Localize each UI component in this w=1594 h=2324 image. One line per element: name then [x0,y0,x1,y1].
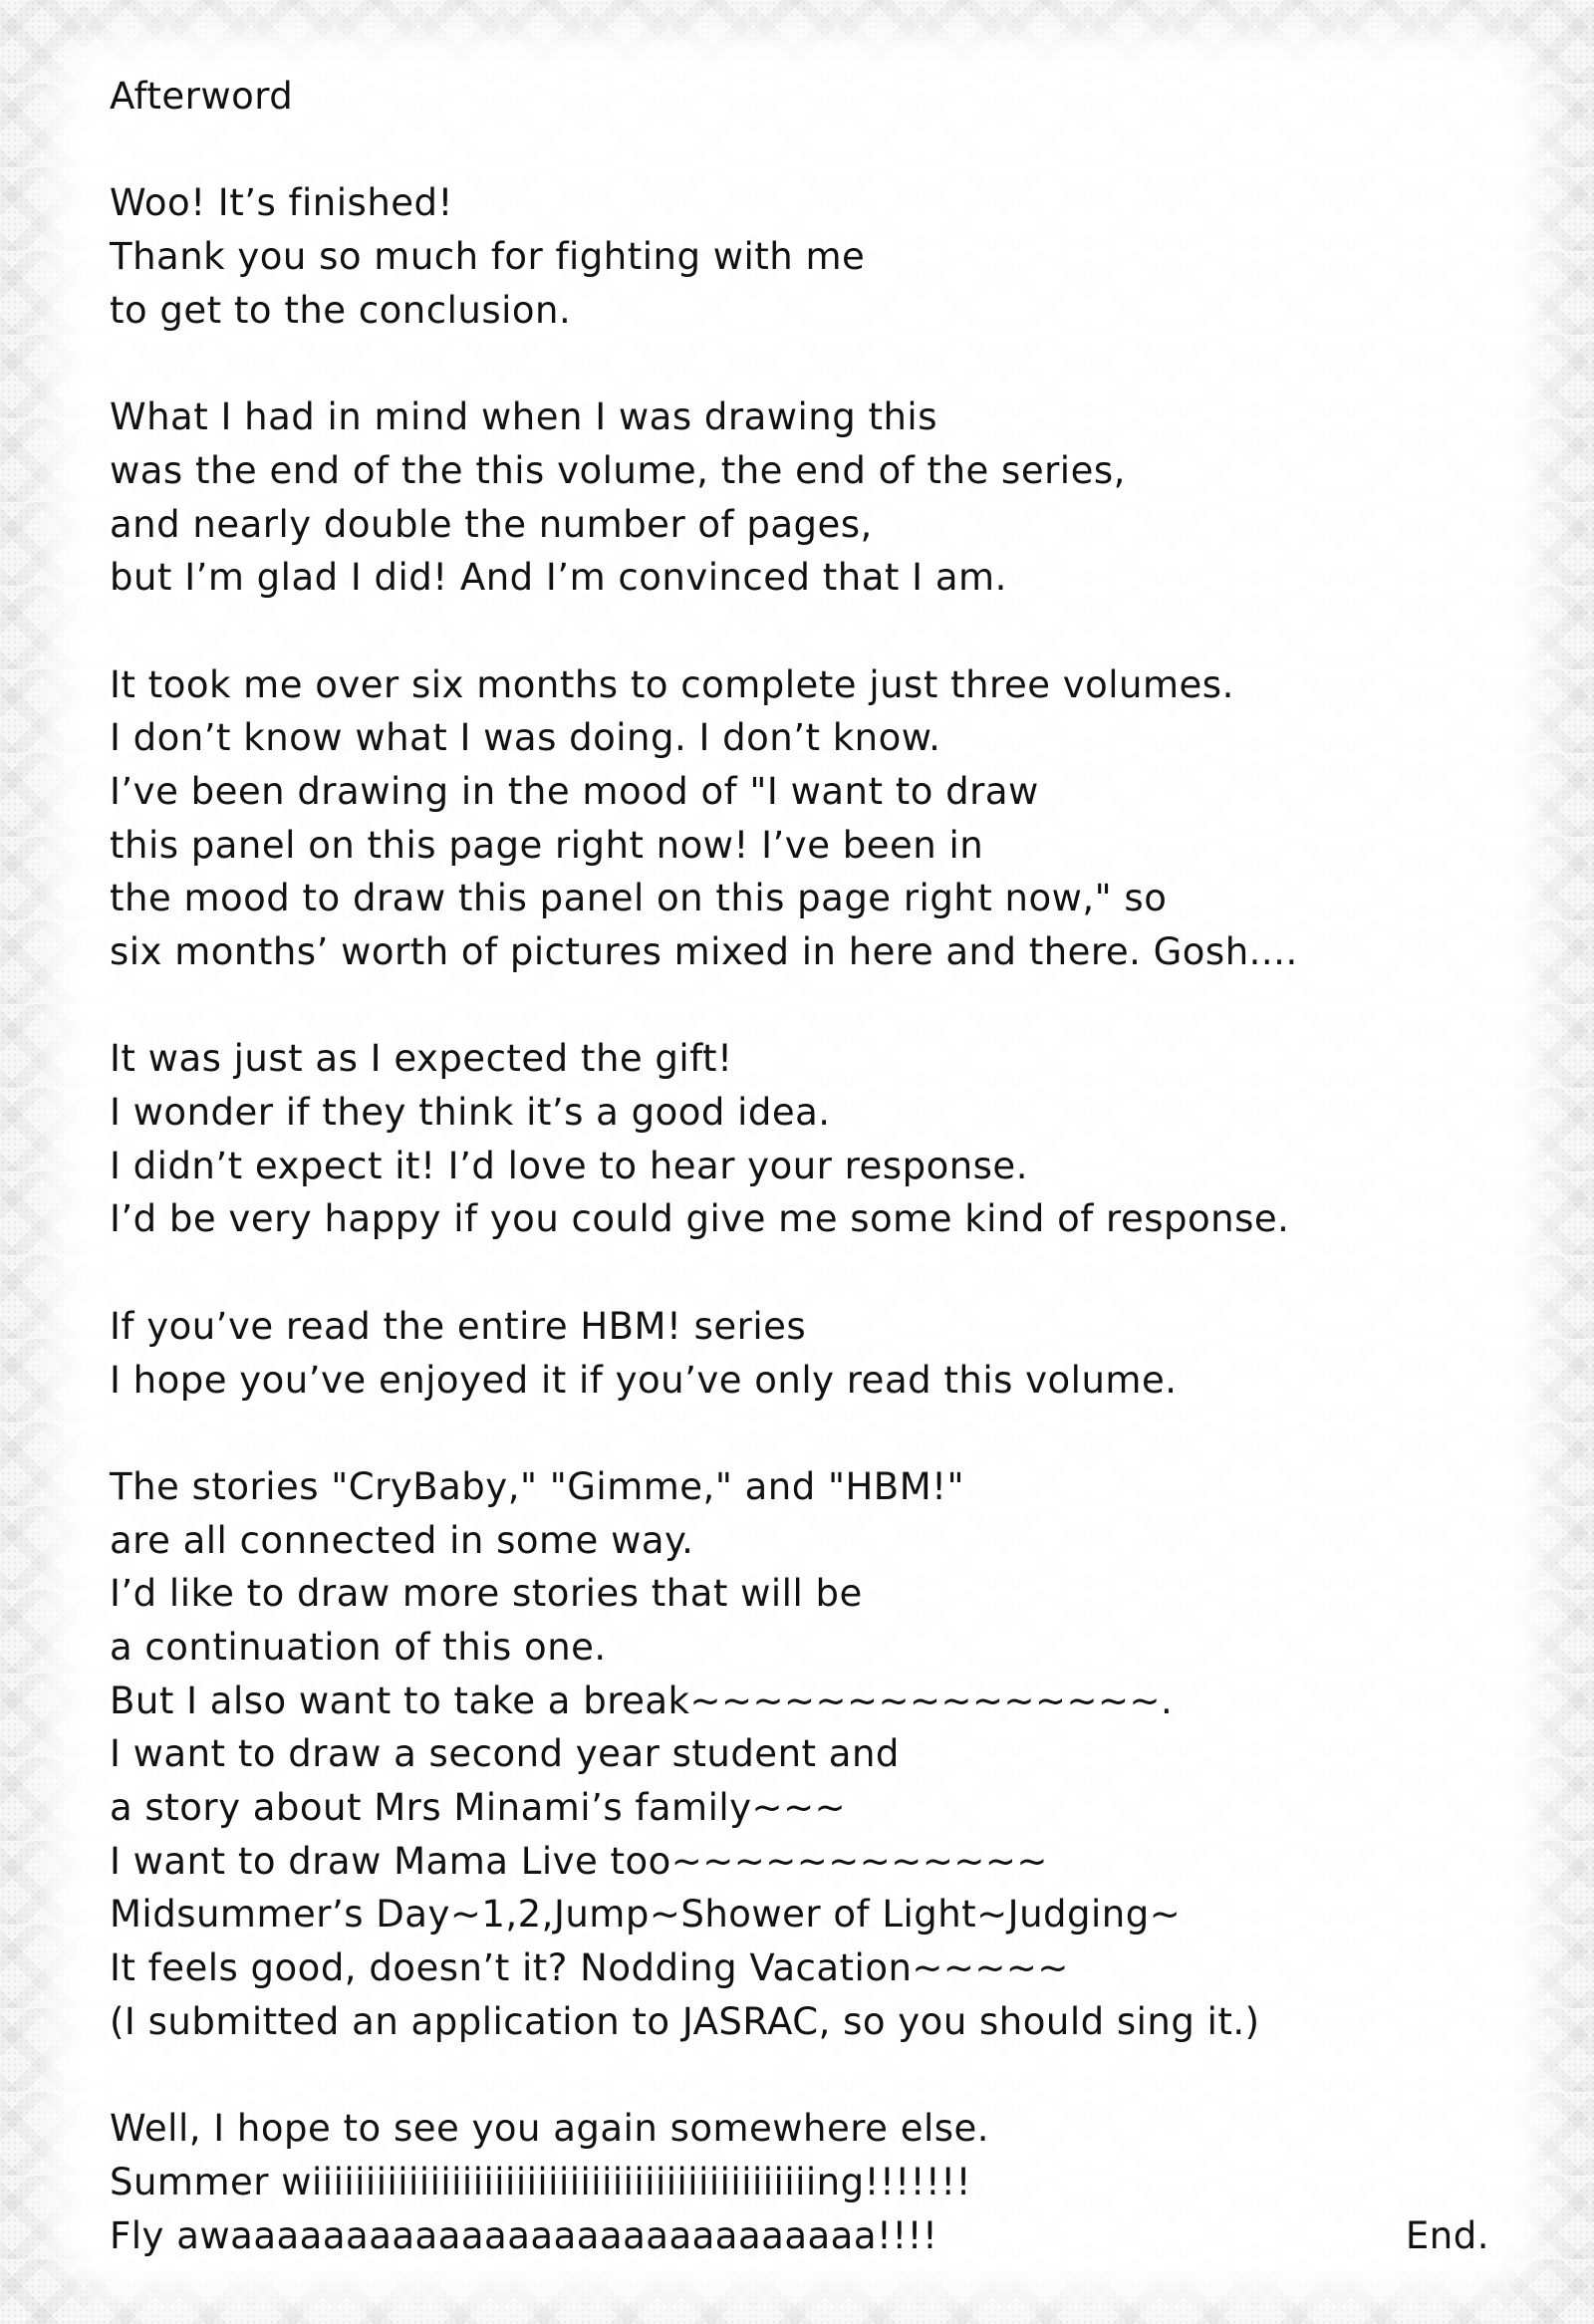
text-line: Summer wiiiiiiiiiiiiiiiiiiiiiiiiiiiiiiiiiiiiiiiiiiiiiiing!!!!!!! [110,2160,971,2203]
final-row [110,2209,1489,2263]
text-line: It was just as I expected the gift! [110,1037,733,1081]
text-line: What I had in mind when I was drawing this [110,395,937,439]
text-line: I don’t know what I was doing. I don’t know. [110,716,941,760]
text-line: But I also want to take a break~~~~~~~~~~~~~~~. [110,1678,1174,1722]
text-line: I didn’t expect it! I’d love to hear your response. [110,1144,1028,1187]
text-line: It feels good, doesn’t it? Nodding Vacation~~~~~ [110,1946,1069,1990]
text-line: If you’ve read the entire HBM! series [110,1304,807,1348]
text-line: I wonder if they think it’s a good idea. [110,1091,831,1135]
paragraph-gap [110,337,1524,390]
text-line: I’ve been drawing in the mood of "I want to draw [110,769,1039,813]
text-line: Woo! It’s finished! [110,181,453,225]
text-line: are all connected in some way. [110,1518,694,1562]
text-line: I want to draw Mama Live too~~~~~~~~~~~~ [110,1839,1048,1883]
text-line: and nearly double the number of pages, [110,502,873,546]
text-line: Fly awaaaaaaaaaaaaaaaaaaaaaaaaaaaa!!!! [110,2213,938,2257]
text-line: but I’m glad I did! And I’m convinced that I am. [110,556,1007,600]
text-line: was the end of the this volume, the end of the series, [110,448,1126,492]
paragraph-gap [110,979,1524,1033]
text-line: Thank you so much for fighting with me [110,235,866,279]
paragraph-gap [110,1246,1524,1300]
text-line: six months’ worth of pictures mixed in here and there. Gosh.... [110,930,1298,973]
text-line: I’d be very happy if you could give me some kind of response. [110,1197,1290,1241]
text-line: Well, I hope to see you again somewhere else. [110,2107,990,2151]
end-mark: End. [1405,2213,1489,2257]
text-line: I hope you’ve enjoyed it if you’ve only read this volume. [110,1358,1178,1402]
text-line: this panel on this page right now! I’ve been in [110,823,984,867]
text-line: a continuation of this one. [110,1625,607,1669]
text-line: It took me over six months to complete just three volumes. [110,662,1234,706]
text-line: The stories "CryBaby," "Gimme," and "HBM!" [110,1464,964,1508]
text-line: Midsummer’s Day~1,2,Jump~Shower of Light~Judging~ [110,1893,1182,1937]
text-line: a story about Mrs Minami’s family~~~ [110,1786,847,1829]
afterword-text [110,70,1524,2262]
paragraph-gap [110,124,1524,177]
paragraph-gap [110,605,1524,658]
text-line: I’d like to draw more stories that will be [110,1572,863,1616]
paragraph-gap [110,1407,1524,1460]
text-line: I want to draw a second year student and [110,1732,900,1776]
text-line: (I submitted an application to JASRAC, so you should sing it.) [110,1999,1260,2043]
paragraph-gap [110,2048,1524,2102]
text-line: to get to the conclusion. [110,288,572,332]
text-line: the mood to draw this panel on this page right now," so [110,877,1168,920]
page-title: Afterword [110,75,294,118]
